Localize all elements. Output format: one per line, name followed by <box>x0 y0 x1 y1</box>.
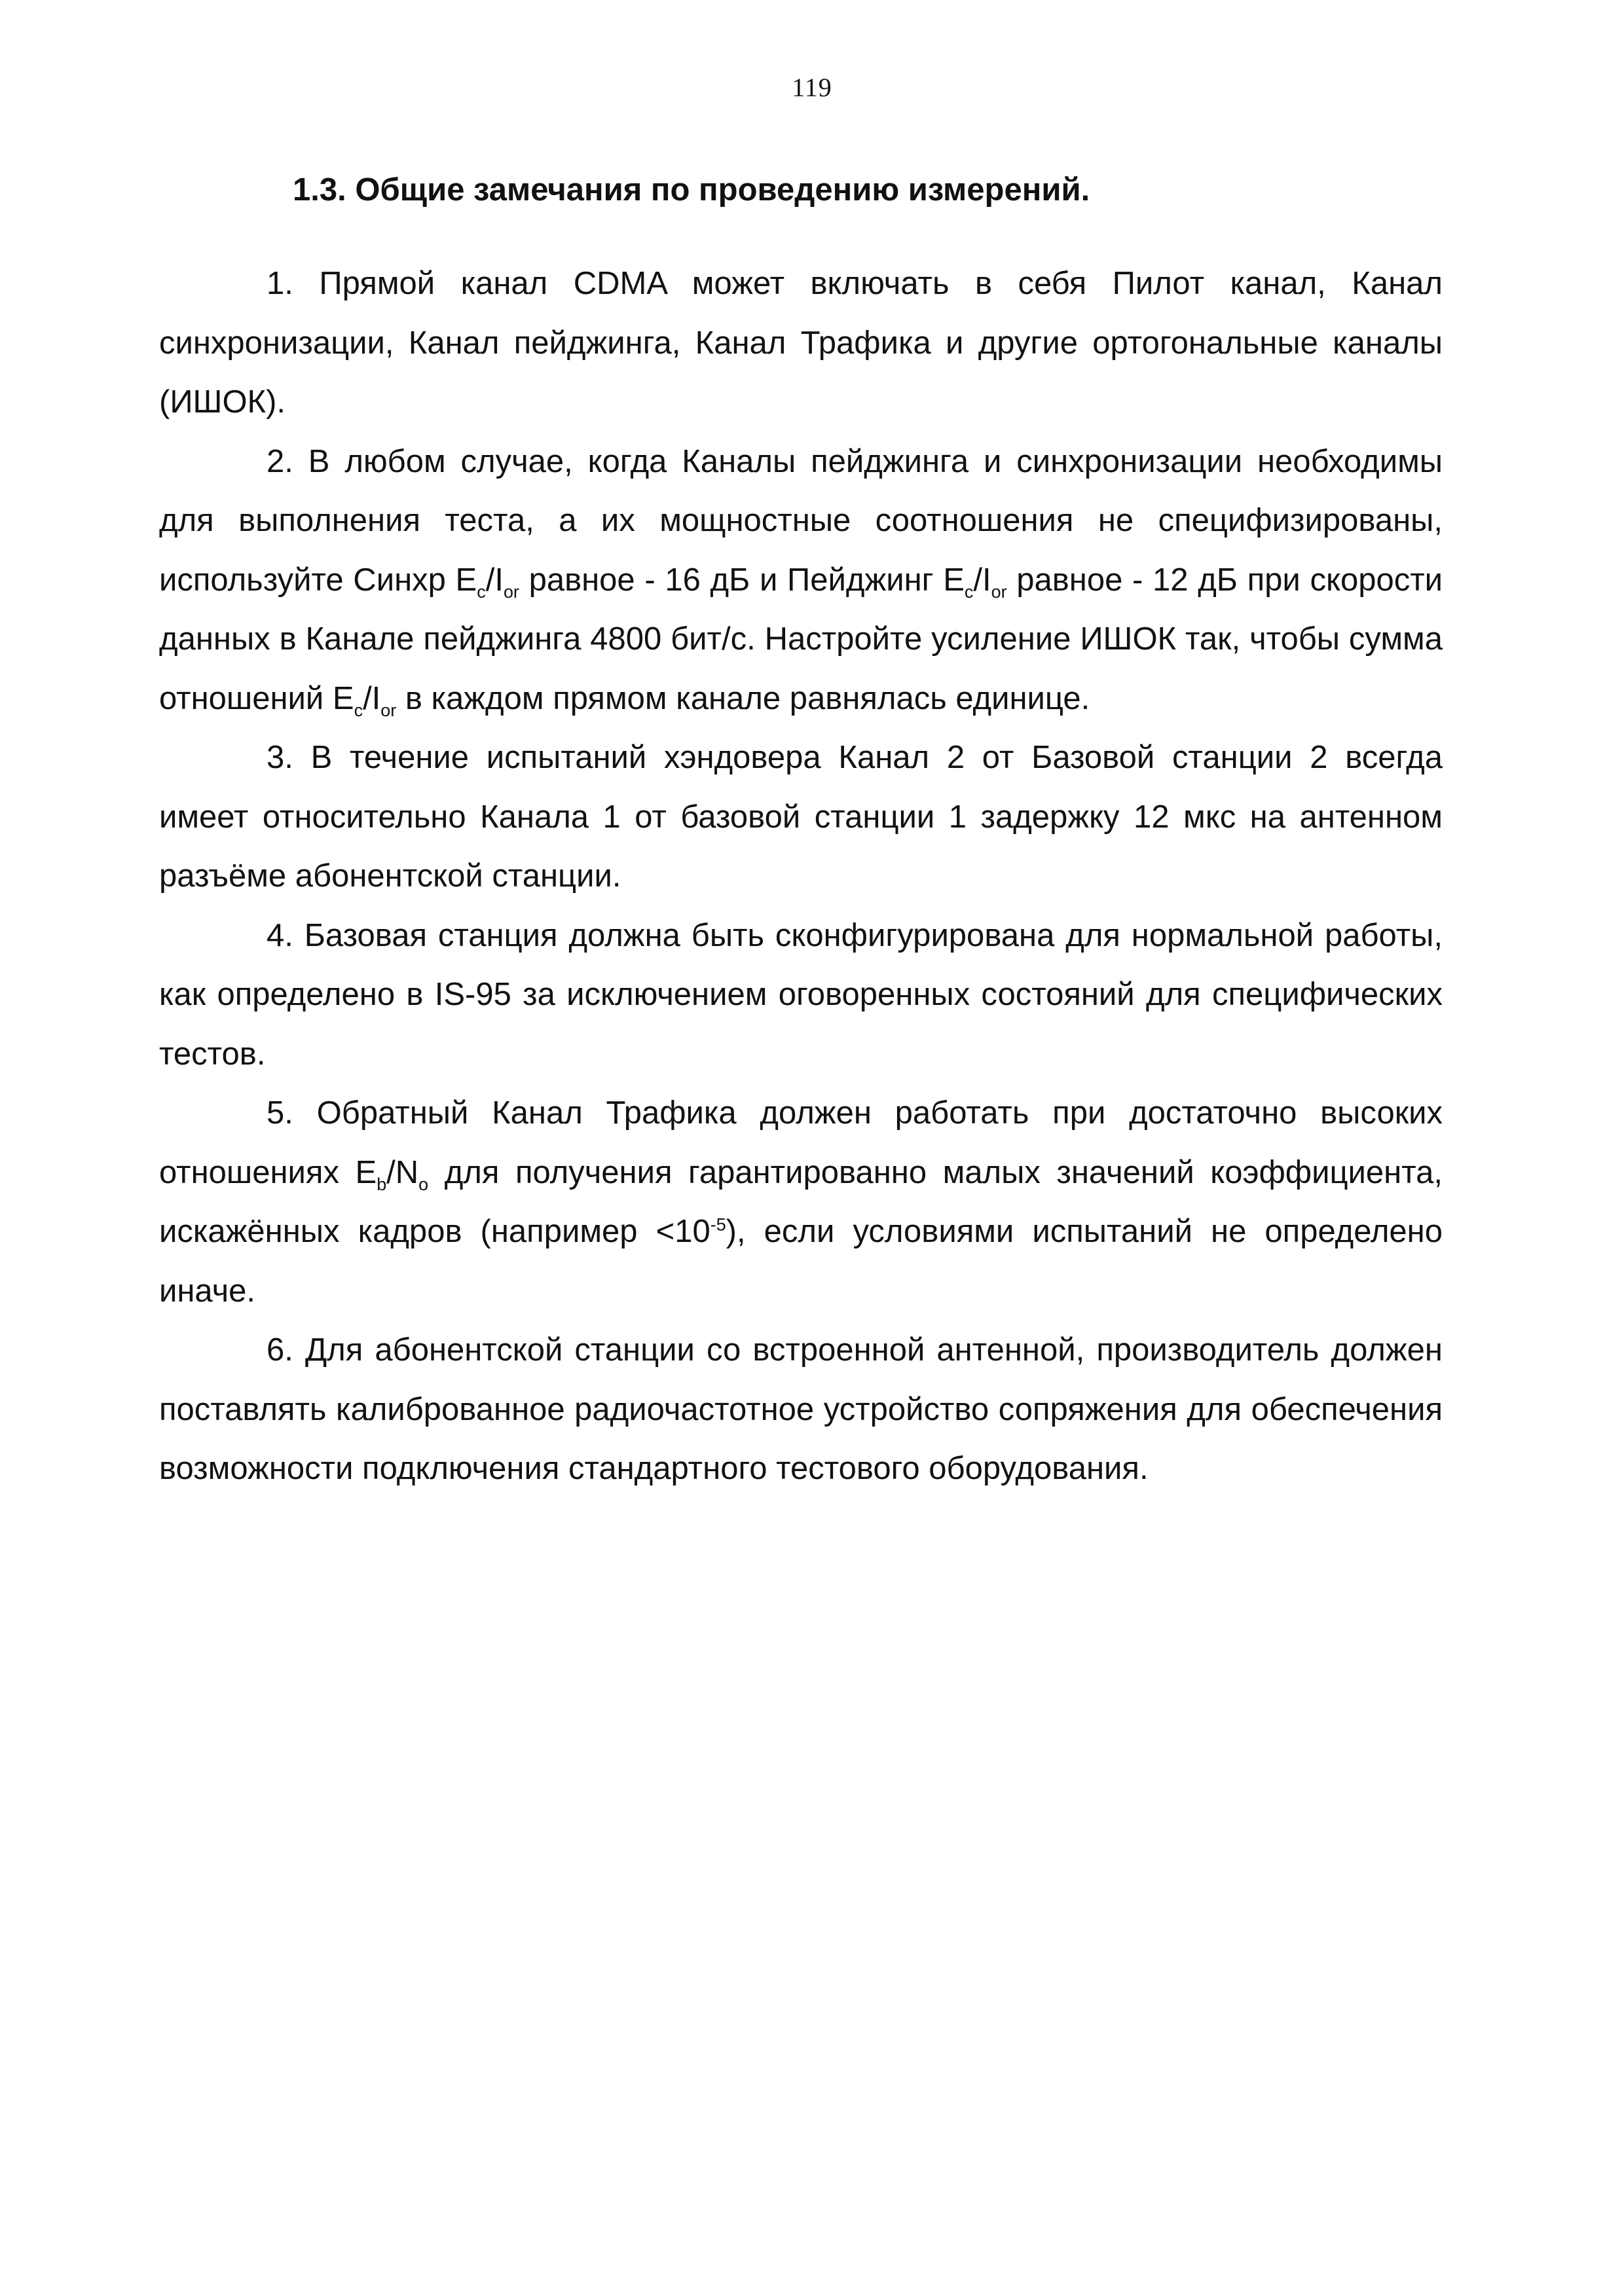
paragraph-text: ), если условиями испытаний не определено иначе. <box>159 1214 1443 1309</box>
paragraph-number: 5. <box>267 1095 293 1131</box>
paragraph-text: /I <box>973 562 991 598</box>
paragraph-text: В любом случае, когда Каналы пейджинга и синхронизации необходимы для выполнения теста, а их мощностные соотношения не специфизированы, используйте Синхр E <box>159 443 1443 598</box>
subscript: c <box>354 700 363 720</box>
section-heading: 1.3. Общие замечания по проведению измерений. <box>293 172 1090 208</box>
paragraph-number: 2. <box>267 443 293 479</box>
paragraph-text: Прямой канал CDMA может включать в себя Пилот канал, Канал синхронизации, Канал пейджинга, Канал Трафика и другие ортогональные каналы (ИШОК). <box>159 266 1443 420</box>
page-number: 119 <box>792 73 832 102</box>
paragraph-text: В течение испытаний хэндовера Канал 2 от Базовой станции 2 всегда имеет относительно Канала 1 от базовой станции 1 задержку 12 мкс на антенном разъёме абонентской станции. <box>159 740 1443 894</box>
paragraph-text: Базовая станция должна быть сконфигурирована для нормальной работы, как определено в IS-95 за исключением оговоренных состояний для специфических тестов. <box>159 917 1443 1072</box>
paragraph-6 <box>159 1321 1443 1499</box>
paragraph-4 <box>159 906 1443 1084</box>
superscript: -5 <box>710 1214 726 1235</box>
paragraph-number: 4. <box>267 917 293 953</box>
paragraph-number: 3. <box>267 740 293 775</box>
paragraph-text: равное - 16 дБ и Пейджинг E <box>519 562 965 598</box>
subscript: or <box>503 581 519 602</box>
paragraph-number: 1. <box>267 266 293 301</box>
subscript: c <box>477 581 486 602</box>
paragraph-text: равное - 12 дБ при скорости данных в Канале пейджинга 4800 бит/с. Настройте усиление ИШОК так, чтобы сумма отношений E <box>159 562 1443 716</box>
subscript: o <box>418 1174 429 1194</box>
paragraph-text: для получения гарантированно малых значений коэффициента, искажённых кадров (например <10 <box>159 1154 1443 1249</box>
paragraph-text: Для абонентской станции со встроенной антенной, производитель должен поставлять калиброванное радиочастотное устройство сопряжения для обеспечения возможности подключения стандартного тестового оборудования. <box>159 1332 1443 1486</box>
paragraph-3 <box>159 728 1443 906</box>
subscript: b <box>377 1174 387 1194</box>
paragraph-1 <box>159 254 1443 432</box>
paragraph-text: /I <box>363 680 381 716</box>
subscript: or <box>991 581 1007 602</box>
document-body <box>159 165 1443 1499</box>
paragraph-2 <box>159 432 1443 729</box>
paragraph-number: 6. <box>267 1332 293 1368</box>
paragraph-text: в каждом прямом канале равнялась единице. <box>396 680 1090 716</box>
paragraph-text: /N <box>386 1154 419 1190</box>
subscript: or <box>380 700 397 720</box>
paragraph-text: Обратный Канал Трафика должен работать при достаточно высоких отношениях E <box>159 1095 1443 1190</box>
paragraph-5 <box>159 1084 1443 1321</box>
subscript: c <box>964 581 974 602</box>
paragraph-text: /I <box>485 562 504 598</box>
